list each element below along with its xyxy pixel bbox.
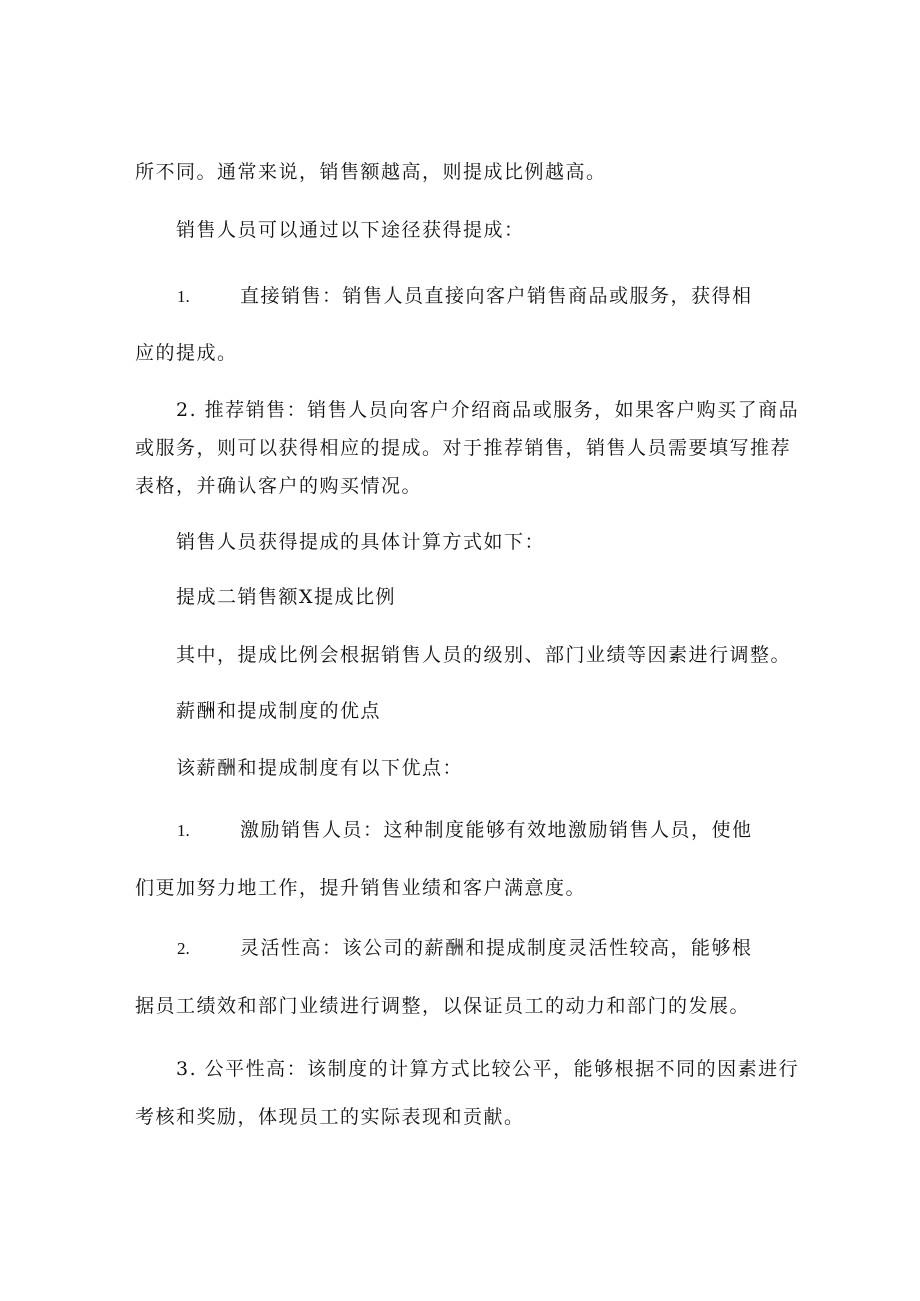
list-number: 1. — [177, 287, 190, 306]
list-item-text: 或服务，则可以获得相应的提成。对于推荐销售，销售人员需要填写推荐 — [135, 437, 792, 459]
paragraph-line: 所不同。通常来说，销售额越高，则提成比例越高。 — [135, 161, 607, 183]
paragraph-line: 其中，提成比例会根据销售人员的级别、部门业绩等因素进行调整。 — [176, 644, 792, 666]
paragraph-line: 该薪酬和提成制度有以下优点： — [176, 757, 464, 779]
list-item-text: 据员工绩效和部门业绩进行调整，以保证员工的动力和部门的发展。 — [135, 995, 751, 1017]
list-item-text: 直接销售：销售人员直接向客户销售商品或服务，获得相 — [240, 285, 753, 307]
paragraph-line: 销售人员获得提成的具体计算方式如下： — [176, 531, 546, 553]
paragraph-line: 销售人员可以通过以下途径获得提成： — [176, 219, 525, 241]
formula-line: 提成二销售额X提成比例 — [176, 586, 397, 608]
list-item-text: 3. 公平性高：该制度的计算方式比较公平，能够根据不同的因素进行 — [176, 1058, 800, 1080]
list-item-text: 考核和奖励，体现员工的实际表现和贡献。 — [135, 1106, 525, 1128]
list-item-text: 激励销售人员：这种制度能够有效地激励销售人员，使他 — [240, 819, 753, 841]
list-item-text: 应的提成。 — [135, 342, 238, 364]
list-item-text: 表格，并确认客户的购买情况。 — [135, 475, 423, 497]
list-item-text: 2. 推荐销售：销售人员向客户介绍商品或服务，如果客户购买了商品 — [176, 399, 800, 421]
list-number: 2. — [177, 939, 190, 958]
list-item-text: 灵活性高：该公司的薪酬和提成制度灵活性较高，能够根 — [240, 937, 753, 959]
section-heading: 薪酬和提成制度的优点 — [176, 700, 382, 722]
list-number: 1. — [177, 821, 190, 840]
list-item-text: 们更加努力地工作，提升销售业绩和客户满意度。 — [135, 877, 587, 899]
